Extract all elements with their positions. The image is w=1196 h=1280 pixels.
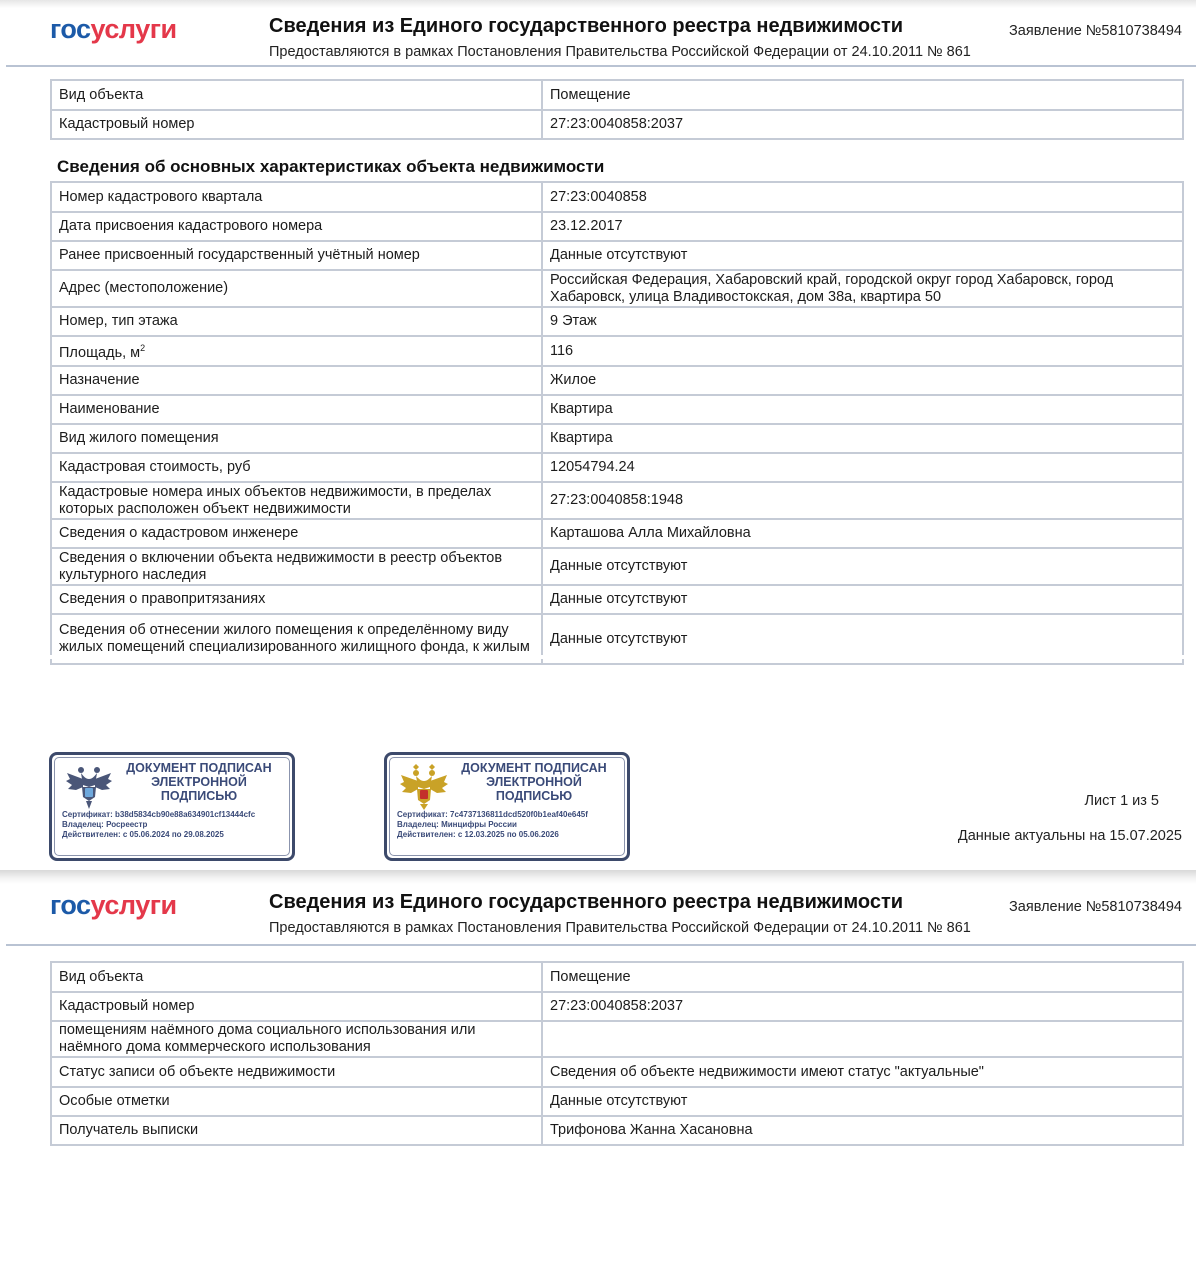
table-row: [51, 1116, 1183, 1145]
row-label: Кадастровый номер: [51, 110, 542, 139]
object-table: [50, 961, 1184, 1022]
table-row: [51, 80, 1183, 110]
row-label: Кадастровые номера иных объектов недвижимости, в пределах которых расположен объект недвижимости: [51, 482, 542, 519]
table-row: [51, 548, 1183, 585]
application-number: Заявление №5810738494: [1009, 23, 1182, 39]
row-label: Сведения о включении объекта недвижимости в реестр объектов культурного наследия: [51, 548, 542, 585]
row-label: Вид объекта: [51, 80, 542, 110]
row-value: Карташова Алла Михайловна: [542, 519, 1183, 548]
row-value: Квартира: [542, 424, 1183, 453]
table-row: [51, 1021, 1183, 1057]
stamp-title: ДОКУМЕНТ ПОДПИСАН ЭЛЕКТРОННОЙ ПОДПИСЬЮ: [126, 761, 272, 803]
table-row: [51, 395, 1183, 424]
row-label: Адрес (местоположение): [51, 270, 542, 307]
table-row: [51, 585, 1183, 614]
document-subtitle: Предоставляются в рамках Постановления Правительства Российской Федерации от 24.10.2011 № 861: [269, 920, 971, 936]
table-row: [51, 424, 1183, 453]
table-row: [51, 110, 1183, 139]
characteristics-table: [50, 181, 1184, 665]
continuation-table: [50, 1020, 1184, 1146]
object-table: [50, 79, 1184, 140]
stamp-owner: Владелец: Минцифры России: [397, 820, 517, 829]
row-label: Вид объекта: [51, 962, 542, 992]
table-row: [51, 241, 1183, 270]
page-cut-edge: [50, 655, 1184, 659]
row-label: Сведения о правопритязаниях: [51, 585, 542, 614]
row-label: Ранее присвоенный государственный учётный номер: [51, 241, 542, 270]
row-label: Площадь, $м^2$: [51, 336, 542, 366]
row-value: Сведения об объекте недвижимости имеют статус "актуальные": [542, 1057, 1183, 1087]
row-label: Дата присвоения кадастрового номера: [51, 212, 542, 241]
row-value: Помещение: [542, 80, 1183, 110]
stamp-validity: Действителен: с 12.03.2025 по 05.06.2026: [397, 830, 559, 839]
table-row: [51, 182, 1183, 212]
section-title: Сведения об основных характеристиках объекта недвижимости: [57, 157, 605, 176]
rosreestr-eagle-icon: [64, 763, 114, 811]
row-value: Российская Федерация, Хабаровский край, городской округ город Хабаровск, город Хабаровск, улица Владивостокская, дом 38а, квартира 50: [542, 270, 1183, 307]
row-label: Вид жилого помещения: [51, 424, 542, 453]
data-actual-date: Данные актуальны на 15.07.2025: [957, 828, 1182, 844]
row-value: 27:23:0040858:1948: [542, 482, 1183, 519]
row-value: 12054794.24: [542, 453, 1183, 482]
stamp-validity: Действителен: с 05.06.2024 по 29.08.2025: [62, 830, 224, 839]
sheet-counter: Лист 1 из 5: [1084, 793, 1159, 809]
stamp-certificate: Сертификат: 7c4737136811dcd520f0b1eaf40e645f: [397, 810, 588, 819]
row-label: помещениям наёмного дома социального использования или наёмного дома коммерческого использования: [51, 1021, 542, 1057]
table-row: [51, 519, 1183, 548]
row-value: 9 Этаж: [542, 307, 1183, 336]
table-row: [51, 1057, 1183, 1087]
row-value: 116: [542, 336, 1183, 366]
gosuslugi-logo: госуслуги: [50, 14, 177, 44]
stamp-title: ДОКУМЕНТ ПОДПИСАН ЭЛЕКТРОННОЙ ПОДПИСЬЮ: [461, 761, 607, 803]
header-divider: [6, 65, 1196, 67]
row-label: Кадастровый номер: [51, 992, 542, 1021]
row-label: Сведения об отнесении жилого помещения к определённому виду жилых помещений специализированного жилищного фонда, к жилым: [51, 614, 542, 664]
row-value: 27:23:0040858:2037: [542, 992, 1183, 1021]
signature-stamp-rosreestr: [49, 752, 295, 861]
header-divider: [6, 944, 1196, 946]
row-label: Получатель выписки: [51, 1116, 542, 1145]
document-title: Сведения из Единого государственного реестра недвижимости: [269, 15, 904, 37]
row-value: Данные отсутствуют: [542, 614, 1183, 664]
row-label: Номер, тип этажа: [51, 307, 542, 336]
table-row: [51, 307, 1183, 336]
application-number: Заявление №5810738494: [1009, 899, 1182, 915]
row-label: Номер кадастрового квартала: [51, 182, 542, 212]
row-label: Кадастровая стоимость, руб: [51, 453, 542, 482]
table-row: [51, 1087, 1183, 1116]
table-row: [51, 962, 1183, 992]
table-row: [51, 992, 1183, 1021]
stamp-details: [397, 810, 629, 840]
row-label: Сведения о кадастровом инженере: [51, 519, 542, 548]
row-value: Трифонова Жанна Хасановна: [542, 1116, 1183, 1145]
gosuslugi-logo: госуслуги: [50, 890, 177, 920]
row-value: Данные отсутствуют: [542, 585, 1183, 614]
row-label: Особые отметки: [51, 1087, 542, 1116]
russia-coat-of-arms-icon: [399, 763, 449, 811]
row-value: Квартира: [542, 395, 1183, 424]
table-row: [51, 453, 1183, 482]
table-row: [51, 336, 1183, 366]
row-label: Статус записи об объекте недвижимости: [51, 1057, 542, 1087]
row-label: Назначение: [51, 366, 542, 395]
row-value: Данные отсутствуют: [542, 548, 1183, 585]
row-value: 27:23:0040858:2037: [542, 110, 1183, 139]
table-row: [51, 482, 1183, 519]
row-value: 27:23:0040858: [542, 182, 1183, 212]
table-row: [51, 270, 1183, 307]
row-value: Данные отсутствуют: [542, 1087, 1183, 1116]
document-page-2: [0, 876, 1196, 1280]
stamp-certificate: Сертификат: b38d5834cb90e88a634901cf13444cfc: [62, 810, 256, 819]
row-value: [542, 1021, 1183, 1057]
row-value: Данные отсутствуют: [542, 241, 1183, 270]
row-value: Жилое: [542, 366, 1183, 395]
stamp-details: [62, 810, 294, 840]
row-label: Наименование: [51, 395, 542, 424]
row-value: Помещение: [542, 962, 1183, 992]
document-title: Сведения из Единого государственного реестра недвижимости: [269, 891, 904, 913]
page-header: [0, 876, 1196, 942]
row-value: 23.12.2017: [542, 212, 1183, 241]
page-header: [0, 0, 1196, 66]
stamp-owner: Владелец: Росреестр: [62, 820, 148, 829]
superscript: 2: [140, 343, 146, 354]
table-row: [51, 366, 1183, 395]
document-subtitle: Предоставляются в рамках Постановления Правительства Российской Федерации от 24.10.2011 № 861: [269, 44, 971, 60]
table-row: [51, 212, 1183, 241]
signature-stamp-mintsifry: [384, 752, 630, 861]
